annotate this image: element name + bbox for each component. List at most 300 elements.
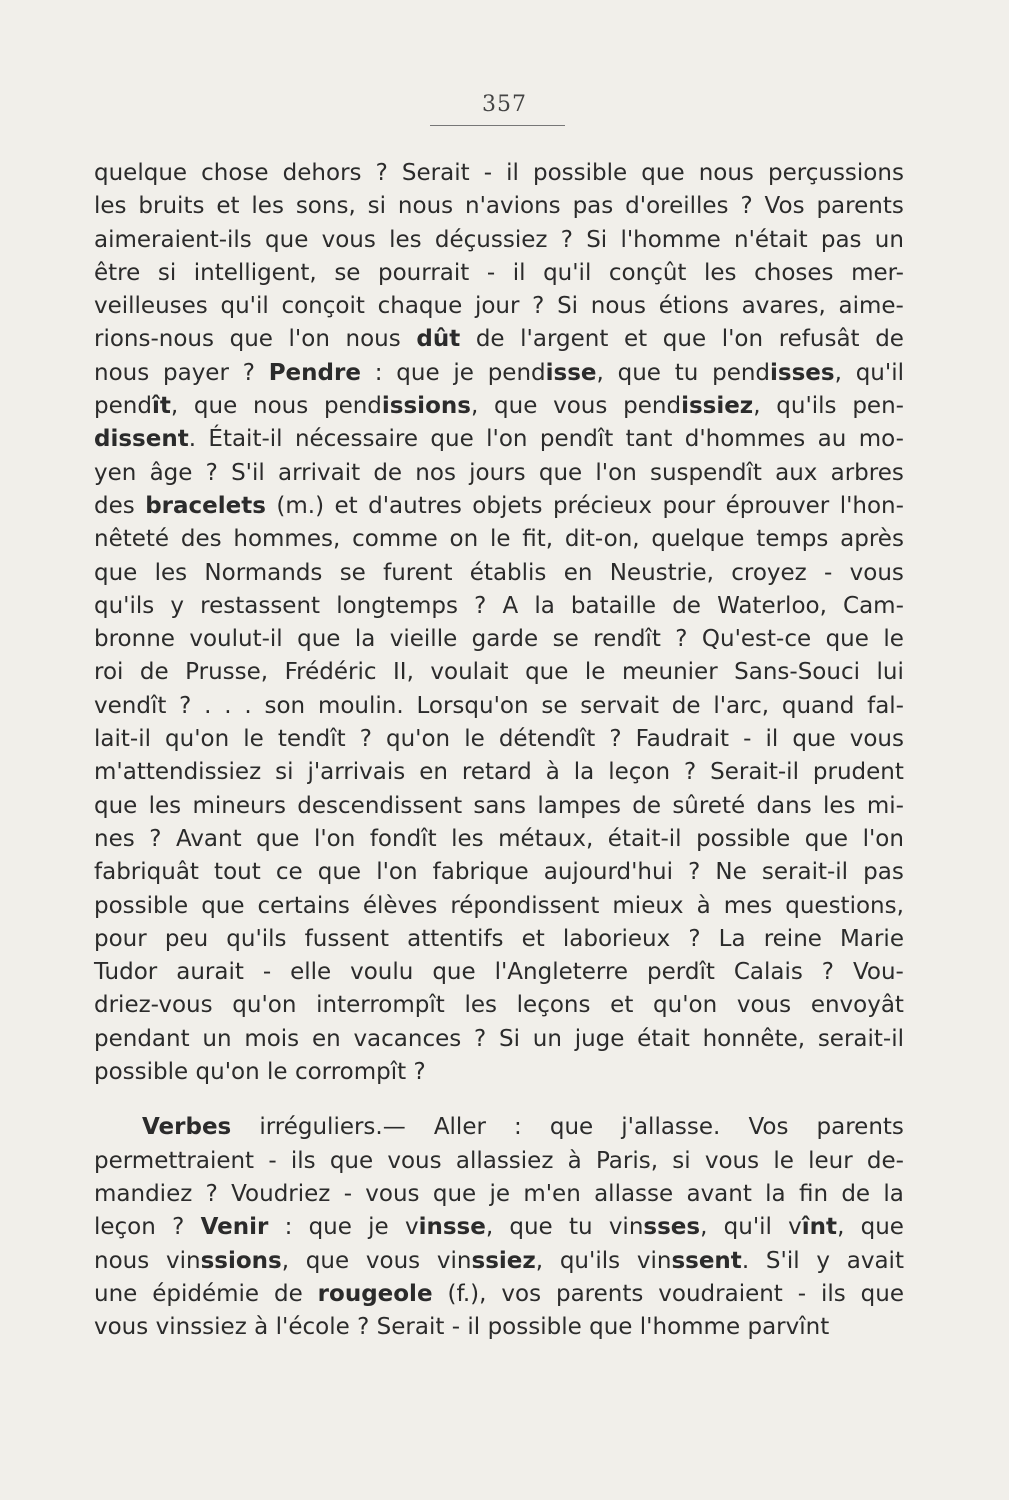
word: de [841, 1180, 871, 1207]
word: perdît [647, 959, 715, 986]
word: se [552, 626, 579, 653]
word: mineurs [192, 792, 286, 819]
word: Si [557, 293, 579, 320]
word: pas [863, 859, 904, 886]
word: l'on [486, 426, 528, 453]
word: répondissent [450, 892, 600, 919]
word: après [840, 526, 904, 553]
text-line [94, 856, 904, 889]
word: nous [698, 160, 754, 186]
word: pas [572, 193, 614, 220]
word: y [170, 592, 185, 619]
word: que [432, 1180, 477, 1207]
word: vinsse, [404, 1214, 494, 1241]
word: que [305, 1247, 350, 1274]
word: se [541, 692, 568, 719]
word: de [632, 792, 662, 819]
word: parents [816, 1114, 904, 1141]
word: que [201, 892, 245, 919]
word: corrompît [294, 1059, 407, 1086]
word: la [883, 1180, 904, 1207]
word: aujourd'hui [543, 859, 673, 886]
word: les [451, 825, 484, 852]
word: choses [754, 259, 834, 286]
word: Vos [748, 1114, 789, 1141]
word: vous [553, 393, 608, 420]
word: mes [723, 892, 773, 919]
word: Qu'est-ce [701, 626, 812, 653]
word: voulait [430, 659, 509, 686]
word: ? [357, 1314, 370, 1341]
word: jour [474, 293, 520, 320]
word: bruits [138, 193, 205, 220]
word: payer [163, 359, 229, 386]
word: Était-il [208, 426, 283, 453]
word: de [274, 1280, 303, 1307]
word: tu [568, 1214, 593, 1241]
word: Si [499, 1025, 520, 1052]
word: de [139, 659, 169, 686]
paragraph-gap [94, 1089, 904, 1111]
word: que [317, 859, 362, 886]
text-line [94, 290, 904, 323]
word: jours [469, 459, 526, 486]
word: que [538, 459, 583, 486]
word: ? [359, 726, 372, 753]
word: temps [756, 526, 829, 553]
word: l'on [288, 326, 330, 353]
text-line [94, 723, 904, 756]
word: ? [205, 459, 218, 486]
word: que [94, 792, 138, 819]
word: ? [474, 592, 487, 619]
word: yen [94, 459, 137, 486]
word: Vos [764, 193, 805, 220]
word: fin [798, 1180, 829, 1207]
word: l'Angleterre [494, 959, 629, 986]
word: qu'on [653, 992, 718, 1019]
word: que [256, 825, 300, 852]
word: élèves [362, 892, 438, 919]
word: ? [242, 359, 255, 386]
word: servait [580, 692, 659, 719]
word: Tudor [94, 959, 158, 986]
word: pendant [94, 1025, 190, 1052]
word: que [432, 959, 476, 986]
word: que [94, 559, 138, 586]
word: le [883, 626, 904, 653]
word: possible [94, 1059, 189, 1086]
word: que [589, 1314, 633, 1341]
word: ? [560, 226, 573, 253]
word: lampes [537, 792, 621, 819]
word: déçussiez [434, 226, 548, 253]
word: Faudrait [635, 726, 730, 753]
word: peu [164, 925, 209, 952]
word: - [268, 1147, 277, 1174]
word: restassent [200, 592, 321, 619]
word: et [610, 992, 634, 1019]
word: le [267, 1059, 288, 1086]
word: irréguliers.— [259, 1114, 406, 1141]
word: honnête, [702, 1025, 806, 1052]
word: vous [321, 226, 376, 253]
word: voulut-il [189, 626, 283, 653]
word: A [502, 592, 519, 619]
word: étions [658, 293, 729, 320]
word: leçon [608, 759, 671, 786]
text-line [94, 157, 904, 190]
word: le [584, 659, 606, 686]
word: les [251, 193, 284, 220]
word: Vou- [852, 959, 904, 986]
word: permettraient [94, 1147, 255, 1174]
word: pendisse, [487, 359, 604, 386]
word: - [743, 726, 752, 753]
word: allassiez [455, 1147, 554, 1174]
word: Marie [840, 925, 904, 952]
word: ? [675, 626, 688, 653]
word: de [475, 326, 505, 353]
word: être [94, 259, 141, 286]
word: Lorsqu'on [416, 692, 529, 719]
word: ils [820, 1280, 846, 1307]
word: qu'ils [226, 925, 287, 952]
word: un [532, 1025, 562, 1052]
word: établis [469, 559, 547, 586]
word: Voudriez [231, 1180, 331, 1207]
word: perçussions [768, 160, 904, 186]
word: - [824, 559, 833, 586]
text-line [94, 1056, 904, 1089]
text-line [94, 756, 904, 789]
word: vous [94, 1314, 149, 1341]
word: que [308, 1214, 352, 1241]
word: dissent. [94, 426, 197, 453]
text-line [94, 523, 904, 556]
word: ? [205, 1180, 218, 1207]
word: qu'ils [94, 592, 155, 619]
header-rule [430, 125, 565, 126]
word: les [148, 792, 182, 819]
word: ? [172, 1214, 185, 1241]
word: Calais [733, 959, 803, 986]
word: éprouver [725, 492, 830, 519]
word: que [193, 393, 238, 420]
word: Serait [401, 160, 470, 186]
word: ? [740, 193, 753, 220]
word: l'argent [520, 326, 609, 353]
word: ? [474, 1025, 487, 1052]
word: d'hommes [684, 426, 806, 453]
word: serait-il [817, 1025, 904, 1052]
word: à [545, 759, 560, 786]
word: possible [696, 825, 791, 852]
word: ? [179, 692, 192, 719]
word: nêteté [94, 526, 170, 553]
word: pendissiez, [623, 393, 761, 420]
word: il [467, 1314, 481, 1341]
word: Serait-il [710, 759, 799, 786]
word: vacances [353, 1025, 462, 1052]
word: l'on [721, 326, 764, 353]
word: hommes, [233, 526, 341, 553]
text-line [94, 790, 904, 823]
word: parvînt [747, 1314, 830, 1341]
word: La [718, 925, 746, 952]
word: l'on [376, 859, 418, 886]
word: fit, [522, 526, 554, 553]
word: à [567, 1147, 582, 1174]
text-line [94, 823, 904, 856]
word: qu'on [232, 992, 297, 1019]
word: mer- [851, 259, 904, 286]
word: j'arrivais [307, 759, 406, 786]
word: nous [590, 293, 646, 320]
word: possible [94, 892, 189, 919]
word: garde [471, 626, 539, 653]
word: envoyât [810, 992, 904, 1019]
word: vinssent. [636, 1247, 750, 1274]
word: parents [816, 193, 904, 220]
word: quelque [651, 526, 745, 553]
word: : [514, 1114, 522, 1141]
word: tu [674, 359, 699, 386]
word: comme [352, 526, 438, 553]
word: bracelets [145, 492, 266, 519]
word: et [624, 326, 648, 353]
word: en [311, 1025, 341, 1052]
word: sans [473, 792, 527, 819]
text-line [94, 357, 904, 390]
word: qu'il [723, 1214, 772, 1241]
text-line [94, 1211, 904, 1244]
word: lui [876, 659, 904, 686]
word: à [254, 1314, 269, 1341]
word: si [275, 759, 294, 786]
word: Prusse, [185, 659, 269, 686]
word: les [704, 259, 737, 286]
word: m'attendissiez [94, 759, 262, 786]
word: laborieux [562, 925, 671, 952]
word: l'on [862, 825, 904, 852]
text-line [94, 190, 904, 223]
word: les [389, 226, 422, 253]
word: : [374, 359, 383, 386]
word: allasse [594, 1180, 674, 1207]
word: avait [846, 1247, 904, 1274]
word: m'en [523, 1180, 581, 1207]
word: ? [688, 925, 701, 952]
word: refusât [778, 326, 860, 353]
word: vous [365, 1247, 421, 1274]
word: vous [365, 1180, 420, 1207]
word: Frédéric [284, 659, 377, 686]
text-line [94, 557, 904, 590]
word: nécessaire [294, 426, 419, 453]
text-line [94, 1111, 904, 1144]
word: vinssiez [155, 1314, 247, 1341]
word: sûreté [672, 792, 746, 819]
word: chaque [377, 293, 463, 320]
word: - [343, 1180, 352, 1207]
text-line [94, 623, 904, 656]
word: ? [149, 825, 162, 852]
text-line [94, 224, 904, 257]
word: de [671, 692, 701, 719]
word: pendît [539, 426, 614, 453]
word: fussent [304, 925, 390, 952]
word: n'était [734, 226, 808, 253]
word: la [765, 1180, 786, 1207]
word: qu'il [855, 359, 904, 386]
word: dans [756, 792, 812, 819]
word: vieille [389, 626, 458, 653]
word: les [823, 792, 856, 819]
text-line [94, 490, 904, 523]
word: vous [849, 726, 904, 753]
word: tout [214, 859, 261, 886]
word: ? [532, 293, 545, 320]
word: bataille [570, 592, 657, 619]
word: à [696, 892, 711, 919]
word: y [816, 1247, 830, 1274]
text-line [94, 1178, 904, 1211]
word: - [262, 959, 272, 986]
word: de [373, 459, 403, 486]
word: l'on [313, 825, 356, 852]
word: moulin. [317, 692, 404, 719]
word: - [451, 1314, 461, 1341]
word: Avant [175, 825, 242, 852]
word: je [453, 359, 474, 386]
word: que [430, 426, 474, 453]
word: mieux [612, 892, 684, 919]
page-number: 357 [482, 92, 527, 117]
word: arbres [830, 459, 904, 486]
word: si [367, 193, 387, 220]
word: longtemps [336, 592, 458, 619]
word: Si [586, 226, 608, 253]
word: tendît [277, 726, 346, 753]
word: une [94, 1280, 138, 1307]
word: meunier [621, 659, 718, 686]
word: questions, [785, 892, 904, 919]
word: reine [763, 925, 822, 952]
word: ? [688, 859, 701, 886]
word: vous [736, 992, 792, 1019]
word: Pendre [268, 359, 361, 386]
word: interrompît [316, 992, 445, 1019]
word: S'il [231, 459, 265, 486]
word: rougeole [317, 1280, 433, 1307]
word: aurait [176, 959, 244, 986]
word: j'allasse. [621, 1114, 721, 1141]
word: et [521, 925, 545, 952]
word: aime- [838, 293, 904, 320]
word: que [229, 326, 273, 353]
word: nes [94, 825, 135, 852]
word: je [489, 1180, 511, 1207]
word: leur [808, 1147, 853, 1174]
word: II, [393, 659, 414, 686]
word: driez-vous [94, 992, 213, 1019]
word: se [339, 559, 366, 586]
word: la [573, 759, 595, 786]
word: fondît [369, 825, 437, 852]
word: pendissions, [323, 393, 479, 420]
word: pen- [852, 393, 904, 420]
text-line [94, 390, 904, 423]
text-line [94, 457, 904, 490]
word: nous [94, 1247, 150, 1274]
word: ? [821, 959, 834, 986]
word: un [874, 226, 904, 253]
word: voudraient [658, 1280, 783, 1307]
word: . [224, 692, 232, 719]
word: l'homme [639, 1314, 741, 1341]
word: ce [275, 859, 303, 886]
word: mo- [858, 426, 904, 453]
word: le [464, 726, 485, 753]
word: leçon [94, 1214, 156, 1241]
word: fal- [867, 692, 904, 719]
word: que [494, 393, 538, 420]
word: conçût [608, 259, 687, 286]
text-line [94, 923, 904, 956]
word: vos [501, 1280, 542, 1307]
word: conçoit [281, 293, 365, 320]
word: lait-il [94, 726, 151, 753]
word: nous [94, 359, 150, 386]
word: furent [383, 559, 453, 586]
word: métaux, [498, 825, 594, 852]
word: juge [574, 1025, 625, 1052]
text-line [94, 590, 904, 623]
word: que [792, 726, 836, 753]
word: l'homme [620, 226, 721, 253]
word: ? [609, 726, 622, 753]
word: si [157, 259, 177, 286]
word: que [525, 659, 569, 686]
word: l'arc, [713, 692, 770, 719]
word: il [506, 160, 519, 186]
word: je [368, 1214, 389, 1241]
word: que [329, 1147, 374, 1174]
word: que [804, 825, 849, 852]
text-line [94, 690, 904, 723]
word: les [154, 559, 188, 586]
word: sons, [295, 193, 356, 220]
word: elle [290, 959, 332, 986]
word: veilleuses [94, 293, 208, 320]
word: intelligent, [193, 259, 317, 286]
word: précieux [552, 492, 653, 519]
word: que [297, 626, 341, 653]
word: d'oreilles [625, 193, 729, 220]
word: - [483, 160, 493, 186]
word: pour [662, 492, 716, 519]
word: Aller [433, 1114, 486, 1141]
text-line [94, 423, 904, 456]
word: détendît [498, 726, 596, 753]
word: tant [625, 426, 673, 453]
word: Paris, [595, 1147, 659, 1174]
word: chose [201, 160, 269, 186]
word: des [94, 492, 135, 519]
word: avant [686, 1180, 752, 1207]
word: vinssiez, [436, 1247, 544, 1274]
